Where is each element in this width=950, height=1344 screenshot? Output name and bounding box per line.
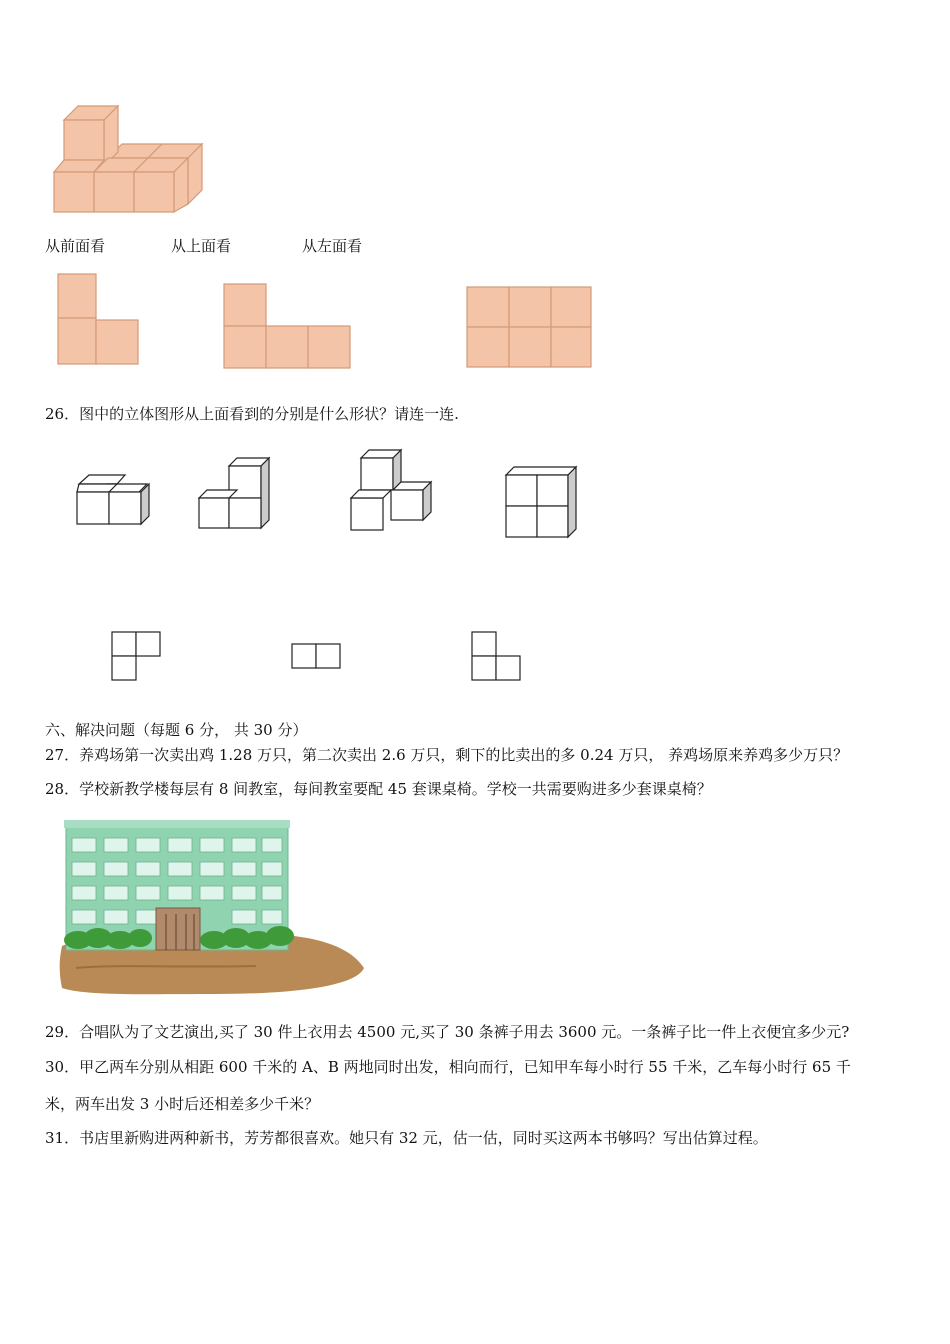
school-building-illustration <box>56 818 368 1000</box>
line-cube-figure-2 <box>197 456 277 536</box>
cube-figure-3d <box>50 100 210 220</box>
top-view-option-3 <box>471 631 525 683</box>
view-shape-b <box>222 282 354 372</box>
line-cube-figure-3 <box>349 450 439 534</box>
question-30-line-1: 30．甲乙两车分别从相距 600 千米的 A、B 两地同时出发，相向而行，已知甲车每小时行 55 千米，乙车每小时行 65 千 <box>45 1058 851 1076</box>
line-cube-figure-4 <box>504 465 584 541</box>
question-29: 29．合唱队为了文艺演出,买了 30 件上衣用去 4500 元,买了 30 条裤子用去 3600 元。一条裤子比一件上衣便宜多少元? <box>45 1023 850 1041</box>
question-28: 28．学校新教学楼每层有 8 间教室，每间教室要配 45 套课桌椅。学校一共需要购进多少套课桌椅？ <box>45 780 712 798</box>
question-31: 31．书店里新购进两种新书，芳芳都很喜欢。她只有 32 元，估一估，同时买这两本书够吗？写出估算过程。 <box>45 1129 768 1147</box>
top-view-label: 从上面看 <box>171 237 232 255</box>
section-6-heading: 六、解决问题（每题 6 分， 共 30 分） <box>45 721 308 739</box>
question-26: 26．图中的立体图形从上面看到的分别是什么形状？请连一连. <box>45 405 459 423</box>
top-view-option-2 <box>291 643 345 671</box>
left-view-label: 从左面看 <box>302 237 363 255</box>
top-view-option-1 <box>111 631 165 683</box>
view-shape-a <box>56 272 146 368</box>
question-27: 27．养鸡场第一次卖出鸡 1.28 万只，第二次卖出 2.6 万只，剩下的比卖出的多 0.24 万只， 养鸡场原来养鸡多少万只？ <box>45 746 849 764</box>
line-cube-figure-1 <box>75 470 155 530</box>
view-shape-c <box>465 285 597 371</box>
question-30-line-2: 米，两车出发 3 小时后还相差多少千米？ <box>45 1095 320 1113</box>
front-view-label: 从前面看 <box>45 237 106 255</box>
